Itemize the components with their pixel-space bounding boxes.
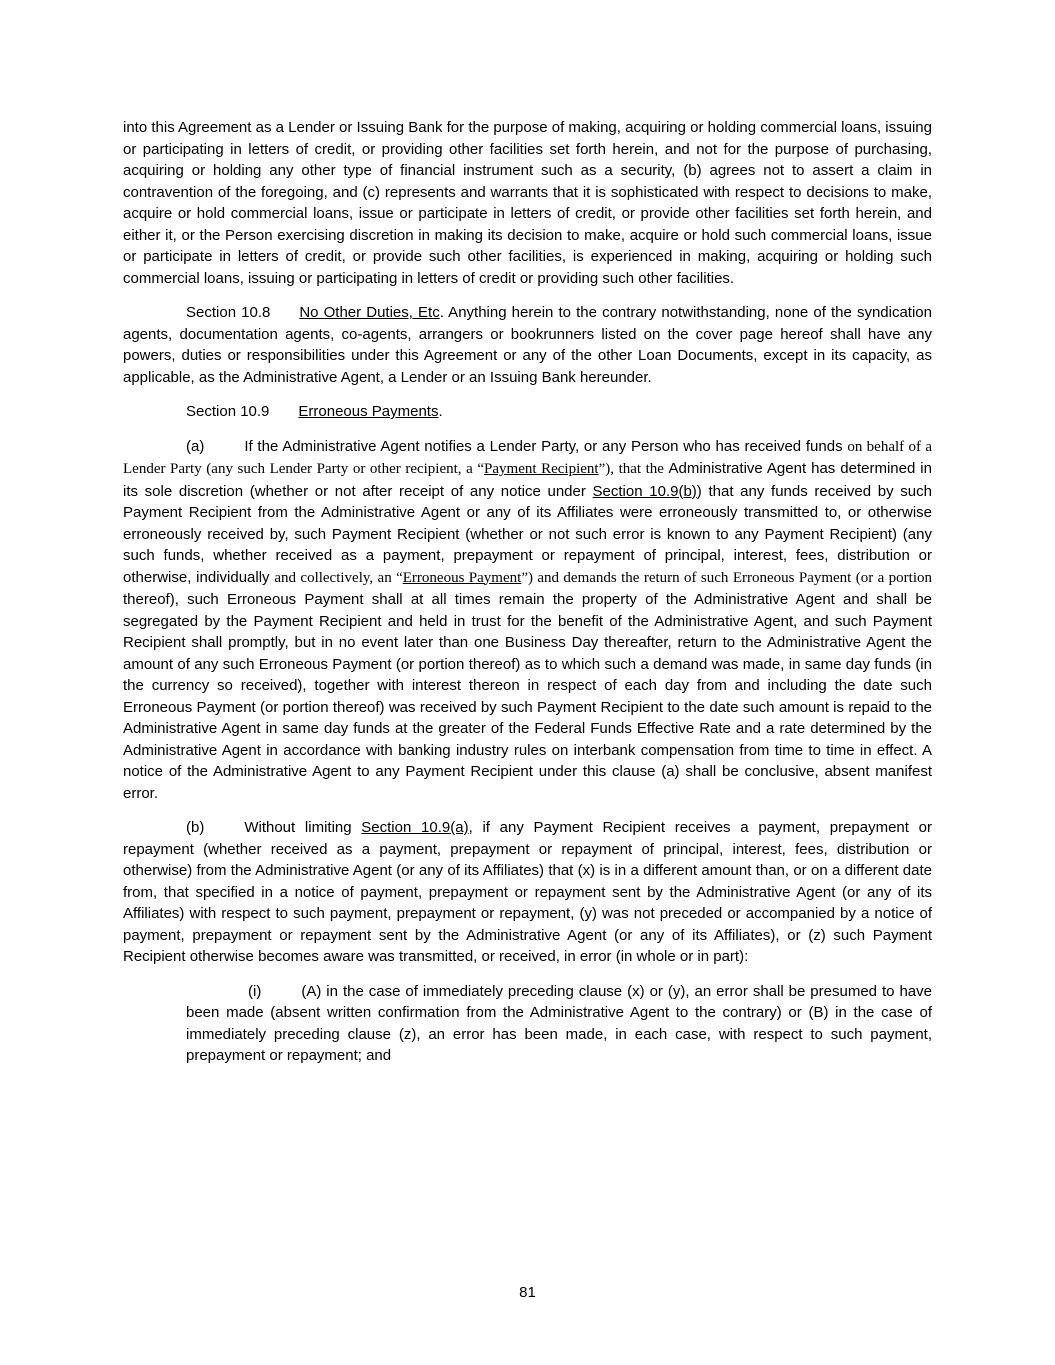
paragraph-section-10-9-heading bbox=[123, 401, 932, 423]
text-run: Section 10.9(a) bbox=[361, 819, 469, 836]
text-run: Section 10.9 bbox=[186, 403, 270, 420]
text-run: (i) bbox=[248, 982, 262, 1000]
text-run: (a) bbox=[186, 437, 205, 455]
text-run: ”), that the bbox=[598, 461, 669, 477]
text-run: (b) bbox=[186, 819, 205, 836]
text-run: If the Administrative Agent notifies a Lender Party, or any Person who has received funds bbox=[244, 437, 848, 455]
text-run: ) that any funds received by such Payment Recipient from the Administrative Agent or any of its Affiliates were erroneously transmitted to, or otherwise erroneously received by, such Payment Recipient (whether or not such error is known to any Payment Recipient) (any such funds, whether received as a payment, prepayment or repayment of principal, interest, fees, distribution or otherwise, individually bbox=[123, 482, 932, 586]
document-body bbox=[123, 117, 932, 1080]
paragraph-clause-b bbox=[123, 817, 932, 968]
paragraph-section-10-8 bbox=[123, 302, 932, 388]
text-run: ”) and demands the return of such Erroneous Payment (or a portion bbox=[521, 569, 933, 586]
text-run: Erroneous Payments bbox=[298, 403, 439, 420]
page-footer bbox=[0, 1282, 1055, 1304]
text-run: No Other Duties, Etc bbox=[299, 304, 440, 321]
page-number: 81 bbox=[519, 1283, 536, 1301]
text-run: (A) in the case of immediately preceding clause (x) or (y), an error shall be presumed to have been made (absent written confirmation from the Administrative Agent to the contrary) or (B) in the case of immediately preceding clause (z), an error has been made, in each case, with respect to such payment, prepayment or repayment; and bbox=[186, 982, 932, 1064]
text-run: . Anything herein to the contrary notwithstanding, none of the syndication agents, documentation agents, co-agents, arrangers or bookrunners listed on the cover page hereof shall have any powers, duties or responsibilities under this Agreement or any of the other Loan Documents, except in its capacity, as applicable, as the Administrative Agent, a Lender or an Issuing Bank hereunder. bbox=[123, 304, 932, 386]
text-run: Without limiting bbox=[244, 819, 362, 836]
paragraph-clause-a bbox=[123, 436, 932, 805]
text-run: thereof), such Erroneous Payment shall at all times remain the property of the Administrative Agent and shall be segregated by the Payment Recipient and held in trust for the benefit of the Administrative Agent, and such Payment Recipient shall promptly, but in no event later than one Business Day thereafter, return to the Administrative Agent the amount of any such Erroneous Payment (or portion thereof) as to which such a demand was made, in same day funds (in the currency so received), together with interest thereon in respect of each day from and including the date such Erroneous Payment (or portion thereof) was received by such Payment Recipient to the date such amount is repaid to the Administrative Agent in same day funds at the greater of the Federal Funds Effective Rate and a rate determined by the Administrative Agent in accordance with banking industry rules on interbank compensation from time to time in effect. A notice of the Administrative Agent to any Payment Recipient under this clause (a) shall be conclusive, absent manifest error. bbox=[123, 591, 932, 802]
text-run: into this Agreement as a Lender or Issuing Bank for the purpose of making, acquiring or holding commercial loans, issuing or participating in letters of credit, or providing other facilities set forth herein, and not for the purpose of purchasing, acquiring or holding any other type of financial instrument such as a security, (b) agrees not to assert a claim in contravention of the foregoing, and (c) represents and warrants that it is sophisticated with respect to decisions to make, acquire or hold commercial loans, issue or participate in letters of credit, or provide other facilities set forth herein, and either it, or the Person exercising discretion in making its decision to make, acquire or hold such commercial loans, issue or participate in letters of credit, or provide such other facilities, is experienced in making, acquiring or holding such commercial loans, issuing or participating in letters of credit or providing such other facilities. bbox=[123, 119, 932, 287]
paragraph-continuation bbox=[123, 117, 932, 289]
text-run: Administrative Agent has determined in its sole discretion (whether or not after receipt of any notice under bbox=[123, 460, 932, 500]
text-run: Section 10.8 bbox=[186, 304, 271, 321]
text-run: and collectively, an “ bbox=[274, 569, 403, 586]
text-run: Payment Recipient bbox=[484, 461, 599, 477]
text-run: , if any Payment Recipient receives a payment, prepayment or repayment (whether received as a payment, prepayment or repayment of principal, interest, fees, distribution or otherwise) from the Administrative Agent (or any of its Affiliates) that (x) is in a different amount than, or on a different date from, that specified in a notice of payment, prepayment or repayment sent by the Administrative Agent (or any of its Affiliates) with respect to such payment, prepayment or repayment, (y) was not preceded or accompanied by a notice of payment, prepayment or repayment sent by the Administrative Agent (or any of its Affiliates), or (z) such Payment Recipient otherwise becomes aware was transmitted, or received, in error (in whole or in part): bbox=[123, 819, 932, 965]
text-run: Erroneous Payment bbox=[402, 569, 522, 586]
text-run: Section 10.9(b) bbox=[592, 482, 697, 500]
paragraph-clause-i bbox=[186, 981, 932, 1067]
text-run: . bbox=[438, 403, 443, 420]
text-run: on behalf of a Lender Party (any such Lender Party or other recipient, a “ bbox=[123, 438, 932, 477]
